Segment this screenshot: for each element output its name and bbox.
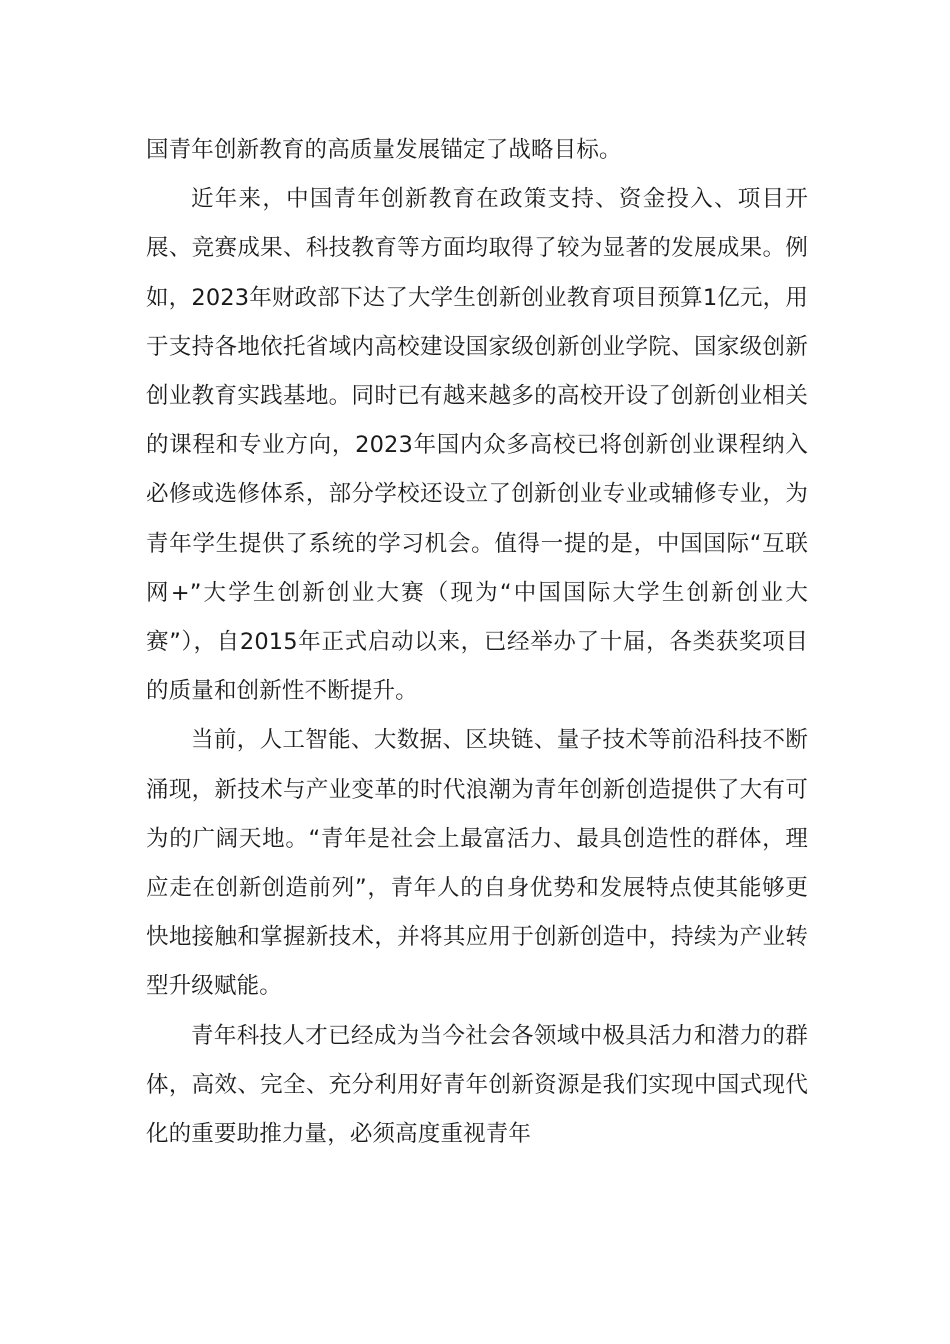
paragraph-continuation: 国青年创新教育的高质量发展锚定了战略目标。 [146, 137, 622, 163]
paragraph-young-talent: 青年科技人才已经成为当今社会各领域中极具活力和潜力的群体，高效、完全、充分利用好青年创新资源是我们实现中国式现代化的重要助推力量，必须高度重视青年 [146, 1022, 808, 1148]
document-body [146, 126, 808, 1159]
paragraph-frontier-technology: 当前，人工智能、大数据、区块链、量子技术等前沿科技不断涌现，新技术与产业变革的时代浪潮为青年创新创造提供了大有可为的广阔天地。“青年是社会上最富活力、最具创造性的群体，理应走在创新创造前列”，青年人的自身优势和发展特点使其能够更快地接触和掌握新技术，并将其应用于创新创造中，持续为产业转型升级赋能。 [146, 727, 808, 1000]
paragraph-innovation-education-achievements: 近年来，中国青年创新教育在政策支持、资金投入、项目开展、竞赛成果、科技教育等方面均取得了较为显著的发展成果。例如，2023年财政部下达了大学生创新创业教育项目预算1亿元，用于支持各地依托省域内高校建设国家级创新创业学院、国家级创新创业教育实践基地。同时已有越来越多的高校开设了创新创业相关的课程和专业方向，2023年国内众多高校已将创新创业课程纳入必修或选修体系，部分学校还设立了创新创业专业或辅修专业，为青年学生提供了系统的学习机会。值得一提的是，中国国际“互联网+”大学生创新创业大赛（现为“中国国际大学生创新创业大赛”），自2015年正式启动以来，已经举办了十届，各类获奖项目的质量和创新性不断提升。 [146, 186, 808, 705]
